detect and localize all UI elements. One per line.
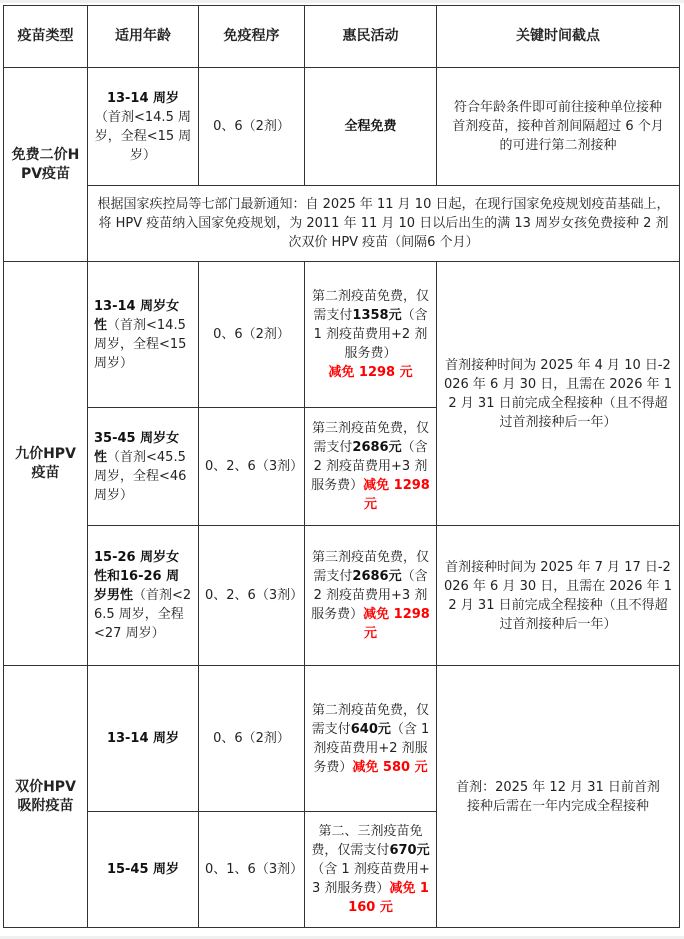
age-cell (88, 408, 199, 526)
age-note: （首剂<14.5 周岁，全程<15 周岁） (94, 317, 187, 371)
table-row (4, 68, 680, 186)
age-bold: 35-45 周岁女性 (94, 430, 180, 465)
age-cell: 13-14 周岁 (88, 666, 199, 812)
table-row (4, 666, 680, 812)
top-edge (0, 0, 684, 3)
promo-price: 2686元 (352, 440, 402, 455)
promotion-cell (305, 666, 437, 812)
promo-detail: （含 1 剂疫苗费用+2 剂服务费） (313, 721, 430, 775)
age-note: （首剂<14.5 周岁，全程<15 周岁） (94, 109, 192, 163)
vaccine-type-cell (4, 666, 88, 928)
discount-amount: 减免 580 元 (352, 759, 428, 775)
promotion-cell (305, 526, 437, 666)
age-note: （首剂<45.5 周岁，全程<46 周岁） (94, 449, 187, 503)
promo-detail: （含 2 剂疫苗费用+3 剂服务费） (311, 440, 428, 493)
age-cell: 15-45 周岁 (88, 812, 199, 928)
deadline-cell: 首剂：2025 年 12 月 31 日前首剂接种后需在一年内完成全程接种 (437, 666, 680, 928)
policy-notice: 根据国家疾控局等七部门最新通知：自 2025 年 11 月 10 日起，在现行国家免疫规划疫苗基础上，将 HPV 疫苗纳入国家免疫规划，为 2011 年 11 月 10 日以后出生的满 13 周岁女孩免费接种 2 剂次双价 HPV 疫苗（间隔6 个月） (88, 186, 680, 262)
promo-price: 670元 (389, 843, 430, 858)
schedule-cell: 0、2、6（3剂） (199, 526, 305, 666)
vaccine-type-label: 双价HPV吸附疫苗 (15, 778, 76, 814)
header-promotion: 惠民活动 (305, 6, 437, 68)
promotion-cell (305, 262, 437, 408)
schedule-cell: 0、6（2剂） (199, 262, 305, 408)
discount-amount: 减免 1298 元 (363, 478, 430, 512)
hpv-vaccine-table (3, 5, 680, 928)
promo-detail: （含 1 剂疫苗费用+3 剂服务费） (311, 862, 430, 896)
age-note: （首剂<26.5 周岁，全程<27 周岁） (94, 588, 192, 641)
header-deadline: 关键时间截点 (437, 6, 680, 68)
age-cell (88, 68, 199, 186)
schedule-cell: 0、2、6（3剂） (199, 408, 305, 526)
vaccine-type-cell (4, 68, 88, 262)
age-bold: 15-26 周岁女性和16-26 周岁男性 (94, 550, 180, 603)
promotion-cell (305, 408, 437, 526)
promo-text: 第二、三剂疫苗免费，仅需支付 (311, 824, 423, 858)
vaccine-type-label: 免费二价HPV疫苗 (11, 146, 80, 182)
schedule-cell: 0、6（2剂） (199, 666, 305, 812)
vaccine-type-cell (4, 262, 88, 666)
table-row (4, 526, 680, 666)
header-schedule: 免疫程序 (199, 6, 305, 68)
deadline-cell: 符合年龄条件即可前往接种单位接种首剂疫苗，接种首剂间隔超过 6 个月的可进行第二剂接种 (437, 68, 680, 186)
age-cell (88, 526, 199, 666)
discount-amount: 减免 1298 元 (363, 607, 430, 641)
discount-amount: 减免 1298 元 (328, 365, 413, 380)
promo-text: 第二剂疫苗免费，仅需支付 (311, 702, 429, 737)
age-cell (88, 262, 199, 408)
promo-text: 第二剂疫苗免费，仅需支付 (311, 289, 429, 323)
header-vaccine-type: 疫苗类型 (4, 6, 88, 68)
promo-text: 第三剂疫苗免费，仅需支付 (311, 421, 429, 455)
promo-text: 第三剂疫苗免费，仅需支付 (311, 550, 429, 584)
promotion-cell: 全程免费 (305, 68, 437, 186)
deadline-cell: 首剂接种时间为 2025 年 7 月 17 日-2026 年 6 月 30 日，且需在 2026 年 12 月 31 日前完成全程接种（且不得超过首剂接种后一年） (437, 526, 680, 666)
promo-price: 640元 (350, 721, 391, 737)
age-bold: 13-14 周岁女性 (94, 298, 180, 333)
promo-detail: （含 1 剂疫苗费用+2 剂服务费） (313, 308, 428, 361)
discount-amount: 减免 1160 元 (348, 881, 429, 915)
notice-row (4, 186, 680, 262)
schedule-cell: 0、1、6（3剂） (199, 812, 305, 928)
header-row (4, 6, 680, 68)
promo-price: 2686元 (352, 569, 402, 584)
promotion-cell (305, 812, 437, 928)
deadline-cell: 首剂接种时间为 2025 年 4 月 10 日-2026 年 6 月 30 日，且需在 2026 年 12 月 31 日前完成全程接种（且不得超过首剂接种后一年） (437, 262, 680, 526)
table-row (4, 262, 680, 408)
promo-detail: （含 2 剂疫苗费用+3 剂服务费） (311, 569, 428, 622)
promo-price: 1358元 (352, 308, 402, 323)
schedule-cell: 0、6（2剂） (199, 68, 305, 186)
vaccine-type-label: 九价HPV疫苗 (15, 445, 76, 481)
header-age: 适用年龄 (88, 6, 199, 68)
age-bold: 13-14 周岁 (106, 90, 180, 106)
